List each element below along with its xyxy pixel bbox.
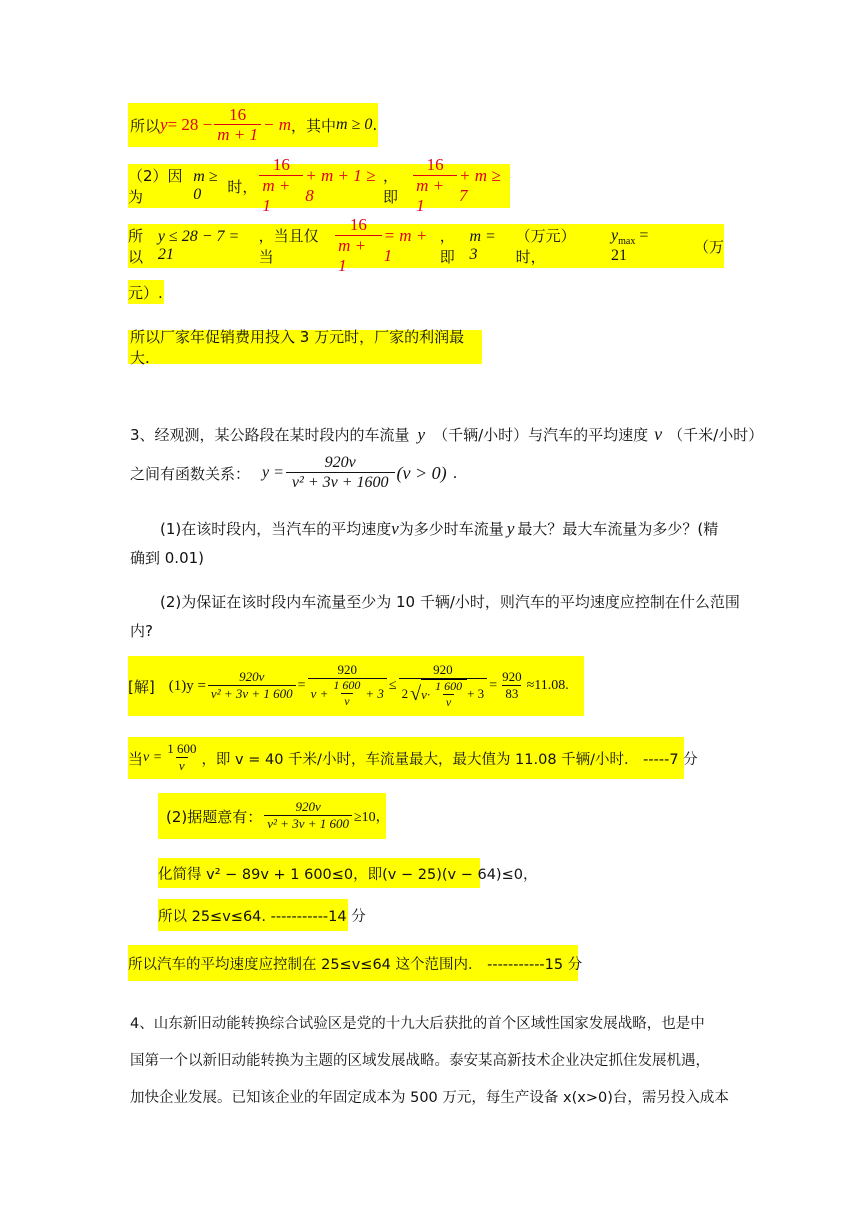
text: 所以厂家年促销费用投入 3 万元时，厂家的利润最大. — [130, 328, 465, 367]
sub-max: max — [618, 236, 636, 247]
math-cond: m ≥ 0 — [193, 168, 218, 203]
math-eq: = 28 − — [167, 115, 213, 134]
q4-line-1 — [130, 1012, 705, 1033]
text: （万元）时， — [515, 227, 576, 266]
text: . — [372, 116, 378, 134]
text: 所以汽车的平均速度应控制在 25≤v≤64 这个范围内． -----------15 分 — [128, 956, 583, 973]
numerator: 16 — [426, 155, 444, 175]
math: v = — [143, 750, 163, 765]
fraction — [335, 215, 381, 276]
solution-range — [158, 899, 366, 931]
math-rest: + m ≥ 7 — [459, 166, 501, 205]
numerator: 920v — [295, 799, 321, 815]
fraction — [286, 454, 395, 493]
fraction — [208, 670, 296, 702]
math-eq: = m + 1 — [383, 226, 428, 265]
denominator: m + 1 — [259, 175, 303, 217]
math-y: y = — [262, 464, 284, 482]
math-tail: − m — [263, 115, 291, 134]
text: 3、经观测，某公路段在某时段内的车流量 — [130, 426, 410, 444]
denominator: v² + 3v + 1600 — [286, 472, 395, 492]
text: [解] — [128, 677, 155, 696]
inner-fraction — [330, 679, 363, 708]
numerator: 920v — [239, 669, 265, 685]
denominator: v — [443, 694, 454, 709]
condition: (v > 0) — [396, 462, 447, 483]
text: 时， — [227, 177, 258, 196]
text: 内? — [130, 622, 153, 640]
term: v + — [310, 686, 329, 702]
solution-line-1 — [128, 656, 584, 716]
text: . — [452, 464, 458, 483]
text: 化简得 v² − 89v + 1 600≤0，即(v − 25)(v − 64)≤0， — [158, 866, 538, 883]
y: y — [611, 227, 619, 244]
eq: = — [489, 678, 498, 693]
text: 所以 — [128, 227, 144, 266]
text: 所以 — [130, 116, 161, 135]
fraction — [499, 670, 525, 702]
text: （2）因为 — [128, 167, 183, 206]
text: ，即 — [439, 227, 455, 266]
le: ≤ — [388, 678, 397, 693]
denominator: m + 1 — [413, 175, 457, 217]
solution-part2 — [158, 793, 390, 839]
denominator: m + 1 — [214, 124, 261, 145]
math-rest: + m + 1 ≥ 8 — [305, 166, 376, 205]
q3-part1-cont — [130, 547, 204, 568]
numerator: 1 600 — [167, 741, 197, 757]
text: (1)在该时段内，当汽车的平均速度 — [160, 520, 392, 538]
text: (2)为保证在该时段内车流量至少为 10 千辆/小时，则汽车的平均速度应控制在什么范围 — [160, 593, 740, 611]
math-y: y — [160, 115, 168, 134]
text: 最大？最大车流量为多少？(精 — [517, 520, 719, 538]
eq: = — [297, 678, 306, 693]
fraction — [164, 742, 199, 774]
text: ，其中 — [291, 116, 337, 135]
denominator — [308, 678, 387, 708]
result-line-2 — [128, 155, 510, 216]
text: 加快企业发展。已知该企业的年固定成本为 500 万元，每生产设备 x(x>0)台，需另投入成本 — [130, 1090, 729, 1106]
numerator: 920 — [433, 661, 453, 677]
text: （千米/小时） — [668, 426, 764, 444]
fraction — [308, 663, 387, 708]
text: （万 — [693, 237, 724, 256]
text: 确到 0.01) — [130, 549, 205, 567]
approx: ≈11.08. — [526, 678, 569, 693]
denominator: v — [341, 693, 352, 708]
numerator: 1 600 — [435, 678, 463, 693]
math: (1)y = — [168, 677, 206, 694]
conclusion-line — [128, 328, 482, 367]
q3-part1 — [160, 518, 718, 539]
text: 之间有函数关系： — [130, 464, 251, 483]
solution-simplify — [158, 858, 538, 888]
text: ，即 v = 40 千米/小时，车流量最大，最大值为 11.08 千辆/小时． -----7 分 — [201, 751, 698, 768]
result-line-3b — [128, 280, 164, 304]
solution-line-2 — [128, 737, 698, 779]
fraction — [413, 155, 457, 216]
q3-part2-cont — [130, 620, 153, 641]
math-ineq: y ≤ 28 − 7 = 21 — [157, 228, 240, 263]
text: ，即 — [382, 167, 398, 206]
term: + 3 — [365, 686, 384, 702]
math-ymax — [611, 227, 668, 265]
denominator: v — [176, 757, 188, 774]
text: 为多少时车流量 — [398, 520, 504, 538]
term: + 3 — [467, 686, 485, 702]
text: （千辆/小时）与汽车的平均速度 — [433, 426, 649, 444]
math-mval: m = 3 — [469, 228, 496, 263]
numerator: 920v — [324, 454, 356, 471]
denominator — [399, 678, 488, 709]
q3-line-2 — [130, 454, 457, 493]
term: v· — [421, 686, 431, 702]
text: 当 — [128, 749, 144, 768]
fraction — [264, 800, 352, 832]
denominator: v² + 3v + 1 600 — [208, 685, 296, 702]
text: 国第一个以新旧动能转换为主题的区域发展战略。泰安某高新技术企业决定抓住发展机遇， — [130, 1053, 710, 1069]
var-v: v — [654, 424, 663, 444]
numerator: 16 — [349, 215, 367, 235]
text: (2)据题意有： — [166, 807, 263, 826]
denominator: m + 1 — [335, 235, 381, 277]
text: 元）. — [128, 283, 163, 302]
math: ≥10， — [353, 810, 390, 825]
numerator: 920 — [337, 662, 357, 678]
numerator: 16 — [272, 155, 290, 175]
var-y: y — [417, 424, 426, 444]
text: 所以 25≤v≤64. -----------14 分 — [158, 908, 366, 925]
numerator: 16 — [229, 104, 247, 124]
text: ，当且仅当 — [258, 227, 319, 266]
denominator: v² + 3v + 1 600 — [264, 815, 352, 832]
inner-fraction — [432, 680, 465, 709]
numerator: 920 — [502, 669, 522, 685]
var-y: y — [506, 518, 515, 538]
fraction — [214, 105, 261, 146]
q3-line-1 — [130, 424, 764, 445]
term: 2 — [401, 686, 409, 702]
text: 4、山东新旧动能转换综合试验区是党的十九大后获批的首个区域性国家发展战略，也是中 — [130, 1016, 705, 1032]
solution-final — [128, 945, 583, 981]
q3-part2 — [160, 591, 740, 612]
radicand — [421, 679, 467, 709]
eq: = 21 — [611, 227, 649, 264]
result-line-3 — [128, 215, 724, 276]
fraction — [259, 155, 303, 216]
math-cond: m ≥ 0 — [336, 116, 373, 133]
numerator: 1 600 — [333, 678, 361, 693]
var-v: v — [391, 518, 399, 538]
denominator: 83 — [502, 685, 521, 702]
result-line-1 — [128, 103, 378, 147]
q4-line-2 — [130, 1049, 710, 1070]
q4-line-3 — [130, 1086, 729, 1107]
sqrt-icon: √ — [410, 682, 422, 705]
fraction — [399, 663, 488, 709]
